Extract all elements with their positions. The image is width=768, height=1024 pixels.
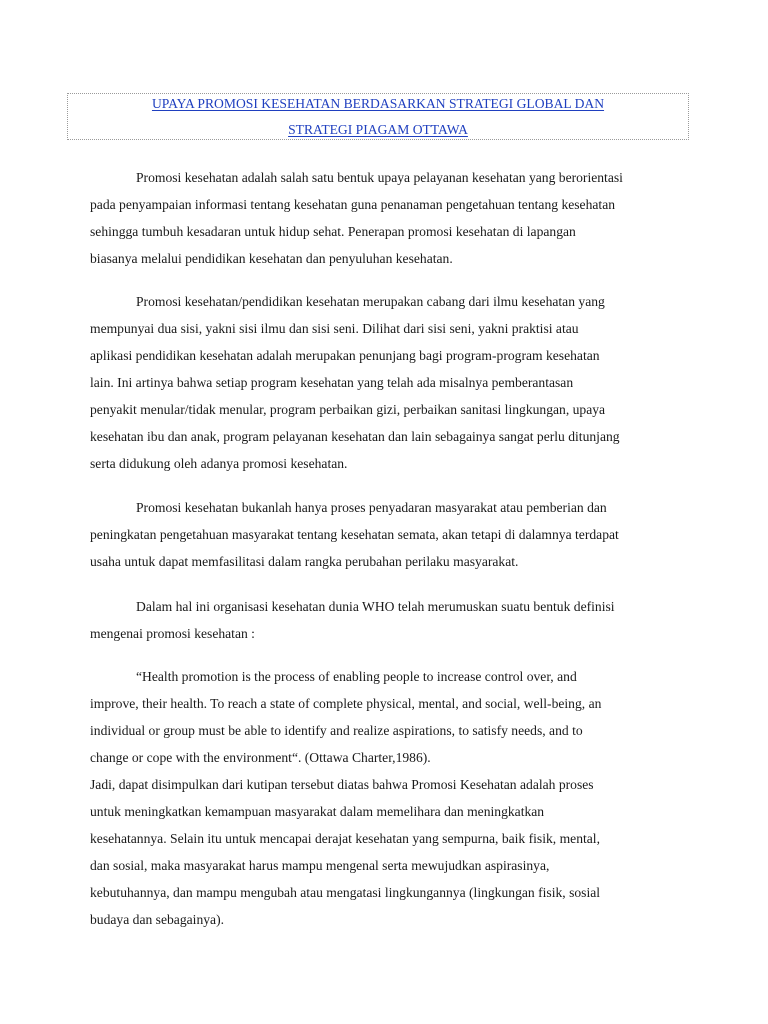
quote-line: individual or group must be able to identify and realize aspirations, to satisfy needs, and to — [90, 723, 583, 738]
paragraph-1 — [90, 164, 690, 272]
paragraph-line: sehingga tumbuh kesadaran untuk hidup sehat. Penerapan promosi kesehatan di lapangan — [90, 224, 576, 239]
quote-line: improve, their health. To reach a state of complete physical, mental, and social, well-being, an — [90, 696, 602, 711]
paragraph-line: serta didukung oleh adanya promosi kesehatan. — [90, 456, 348, 471]
quote-paragraph — [90, 663, 690, 771]
paragraph-line: Promosi kesehatan adalah salah satu bentuk upaya pelayanan kesehatan yang berorientasi — [136, 170, 623, 185]
paragraph-line: peningkatan pengetahuan masyarakat tentang kesehatan semata, akan tetapi di dalamnya terdapat — [90, 527, 619, 542]
paragraph-conclusion — [90, 771, 690, 933]
paragraph-line: Promosi kesehatan bukanlah hanya proses penyadaran masyarakat atau pemberian dan — [136, 500, 607, 515]
paragraph-line: mempunyai dua sisi, yakni sisi ilmu dan sisi seni. Dilihat dari sisi seni, yakni praktisi atau — [90, 321, 579, 336]
paragraph-line: budaya dan sebagainya). — [90, 912, 224, 927]
paragraph-line: pada penyampaian informasi tentang kesehatan guna penanaman pengetahuan tentang kesehatan — [90, 197, 616, 212]
paragraph-3 — [90, 494, 690, 575]
paragraph-line: kesehatannya. Selain itu untuk mencapai derajat kesehatan yang sempurna, baik fisik, mental, — [90, 831, 600, 846]
title-line-2[interactable]: STRATEGI PIAGAM OTTAWA — [288, 122, 468, 137]
paragraph-4 — [90, 593, 690, 647]
paragraph-line: kebutuhannya, dan mampu mengubah atau mengatasi lingkungannya (lingkungan fisik, sosial — [90, 885, 601, 900]
title-box — [67, 93, 689, 140]
title-line-1[interactable]: UPAYA PROMOSI KESEHATAN BERDASARKAN STRATEGI GLOBAL DAN — [151, 96, 605, 111]
paragraph-line: biasanya melalui pendidikan kesehatan dan penyuluhan kesehatan. — [90, 251, 453, 266]
paragraph-line: aplikasi pendidikan kesehatan adalah merupakan penunjang bagi program-program kesehatan — [90, 348, 600, 363]
paragraph-line: untuk meningkatkan kemampuan masyarakat dalam memelihara dan meningkatkan — [90, 804, 545, 819]
paragraph-line: Promosi kesehatan/pendidikan kesehatan merupakan cabang dari ilmu kesehatan yang — [136, 294, 605, 309]
quote-line: “Health promotion is the process of enabling people to increase control over, and — [136, 669, 577, 684]
paragraph-line: Jadi, dapat disimpulkan dari kutipan tersebut diatas bahwa Promosi Kesehatan adalah proses — [90, 777, 594, 792]
quote-line: change or cope with the environment“. (Ottawa Charter,1986). — [90, 750, 431, 765]
paragraph-line: dan sosial, maka masyarakat harus mampu mengenal serta mewujudkan aspirasinya, — [90, 858, 550, 873]
paragraph-line: mengenai promosi kesehatan : — [90, 626, 255, 641]
paragraph-line: usaha untuk dapat memfasilitasi dalam rangka perubahan perilaku masyarakat. — [90, 554, 519, 569]
paragraph-line: penyakit menular/tidak menular, program perbaikan gizi, perbaikan sanitasi lingkungan, upaya — [90, 402, 606, 417]
paragraph-2 — [90, 288, 690, 477]
paragraph-line: kesehatan ibu dan anak, program pelayanan kesehatan dan lain sebagainya sangat perlu ditunjang — [90, 429, 620, 444]
paragraph-line: lain. Ini artinya bahwa setiap program kesehatan yang telah ada misalnya pemberantasan — [90, 375, 574, 390]
paragraph-line: Dalam hal ini organisasi kesehatan dunia WHO telah merumuskan suatu bentuk definisi — [136, 599, 615, 614]
